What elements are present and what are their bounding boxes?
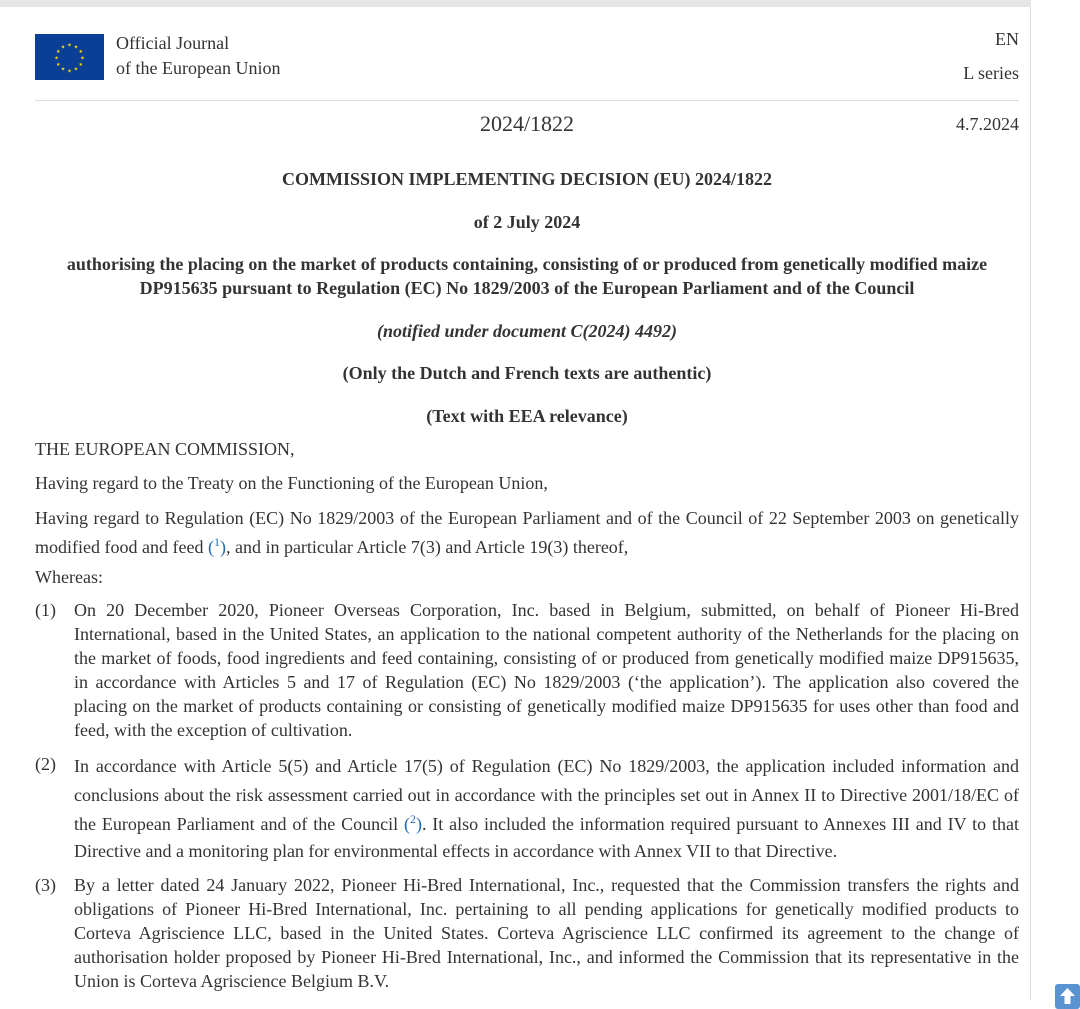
footnote-link-1[interactable]: ($^1$) (207, 535, 226, 557)
svg-text:★: ★ (78, 49, 84, 55)
preamble-regulation-tail: , and in particular Article 7(3) and Article 19(3) thereof, (225, 537, 629, 557)
authentic-languages-line: (Only the Dutch and French texts are authentic) (342, 363, 712, 383)
svg-text:★: ★ (54, 55, 59, 62)
svg-text:★: ★ (55, 49, 61, 55)
scroll-to-top-button[interactable] (1055, 984, 1080, 1009)
eea-relevance-line: (Text with EEA relevance) (426, 406, 628, 426)
recital-text-part: In accordance with Article 5(5) and Article 17(5) of Regulation (EC) No 1829/2003, the application included information and conclusions about the risk assessment carried out in accordance with the principles set out in Annex II to Directive 2001/18/EC of the European Parliament and of the Council (74, 756, 1019, 834)
journal-title-line1: Official Journal (116, 33, 230, 53)
document-number: 2024/1822 (479, 111, 575, 136)
document-date-line: of 2 July 2024 (473, 212, 581, 232)
preamble-regulation-text: Having regard to Regulation (EC) No 1829/2003 of the European Parliament and of the Council of 22 September 2003 on genetically modified food and feed (35, 508, 1019, 557)
journal-header (35, 7, 1019, 101)
eu-flag-icon (35, 34, 104, 80)
footnote-number: 1 (213, 535, 220, 549)
journal-title-line2: of the European Union (116, 58, 281, 78)
document-subject: authorising the placing on the market of products containing, consisting of or produced from genetically modified maize DP915635 pursuant to Regulation (EC) No 1829/2003 of the European Parliament and of the Council (66, 254, 988, 298)
whereas-label: Whereas: (35, 567, 103, 587)
recital-text-tail: . It also included the information required pursuant to Annexes III and IV to that Directive and a monitoring plan for environmental effects in accordance with Annex VII to that Directive. (74, 814, 1020, 861)
svg-text:★: ★ (80, 55, 85, 62)
svg-text:★: ★ (67, 68, 72, 75)
arrow-up-icon (1055, 984, 1080, 1009)
recital-item (35, 752, 1019, 863)
footnote-number: 2 (409, 812, 416, 826)
recital-item (35, 873, 1019, 993)
recital-item (35, 598, 1019, 742)
recital-number: (3) (35, 875, 56, 895)
preamble-treaty: Having regard to the Treaty on the Functioning of the European Union, (35, 473, 548, 493)
svg-text:★: ★ (60, 66, 66, 73)
document-number-row (35, 101, 1019, 159)
footnote-link-2[interactable]: ($^2$) (403, 812, 422, 834)
language-label: EN (995, 29, 1019, 49)
journal-title (116, 31, 280, 81)
series-label: L series (963, 63, 1019, 83)
recital-number: (2) (35, 754, 56, 774)
recital-text: By a letter dated 24 January 2022, Pioneer Hi-Bred International, Inc., requested that the Commission transfers the rights and obligations of Pioneer Hi-Bred International, Inc. pertaining to all pending applications for genetically modified products to Corteva Agriscience LLC, based in the United States. Corteva Agriscience LLC confirmed its agreement to the change of authorisation holder proposed by Pioneer Hi-Bred International, Inc., and informed the Commission that its representative in the Union is Corteva Agriscience Belgium B.V. (74, 875, 1019, 991)
document-title: COMMISSION IMPLEMENTING DECISION (EU) 2024/1822 (281, 169, 773, 189)
publication-date: 4.7.2024 (956, 114, 1019, 134)
document-page (0, 7, 1031, 1000)
recital-number: (1) (35, 600, 56, 620)
recital-text (74, 752, 1019, 863)
svg-text:★: ★ (60, 44, 66, 51)
preamble-commission: THE EUROPEAN COMMISSION, (35, 439, 295, 459)
svg-text:★: ★ (73, 44, 79, 51)
notified-line: (notified under document C(2024) 4492) (377, 321, 677, 341)
svg-text:★: ★ (78, 62, 84, 68)
preamble-regulation (35, 504, 1019, 562)
svg-text:★: ★ (73, 66, 79, 73)
svg-text:★: ★ (55, 62, 61, 68)
recital-text: On 20 December 2020, Pioneer Overseas Corporation, Inc. based in Belgium, submitted, on behalf of Pioneer Hi-Bred International, based in the United States, an application to the national competent authority of the Netherlands for the placing on the market of foods, food ingredients and feed containing, consisting of or produced from genetically modified maize DP915635, in accordance with Articles 5 and 17 of Regulation (EC) No 1829/2003 (‘the application’). The application also covered the placing on the market of products containing or consisting of genetically modified maize DP915635 for uses other than food and feed, with the exception of cultivation. (74, 600, 1019, 740)
top-bar (0, 0, 1031, 7)
svg-text:★: ★ (67, 42, 72, 49)
document-content (35, 7, 1019, 993)
